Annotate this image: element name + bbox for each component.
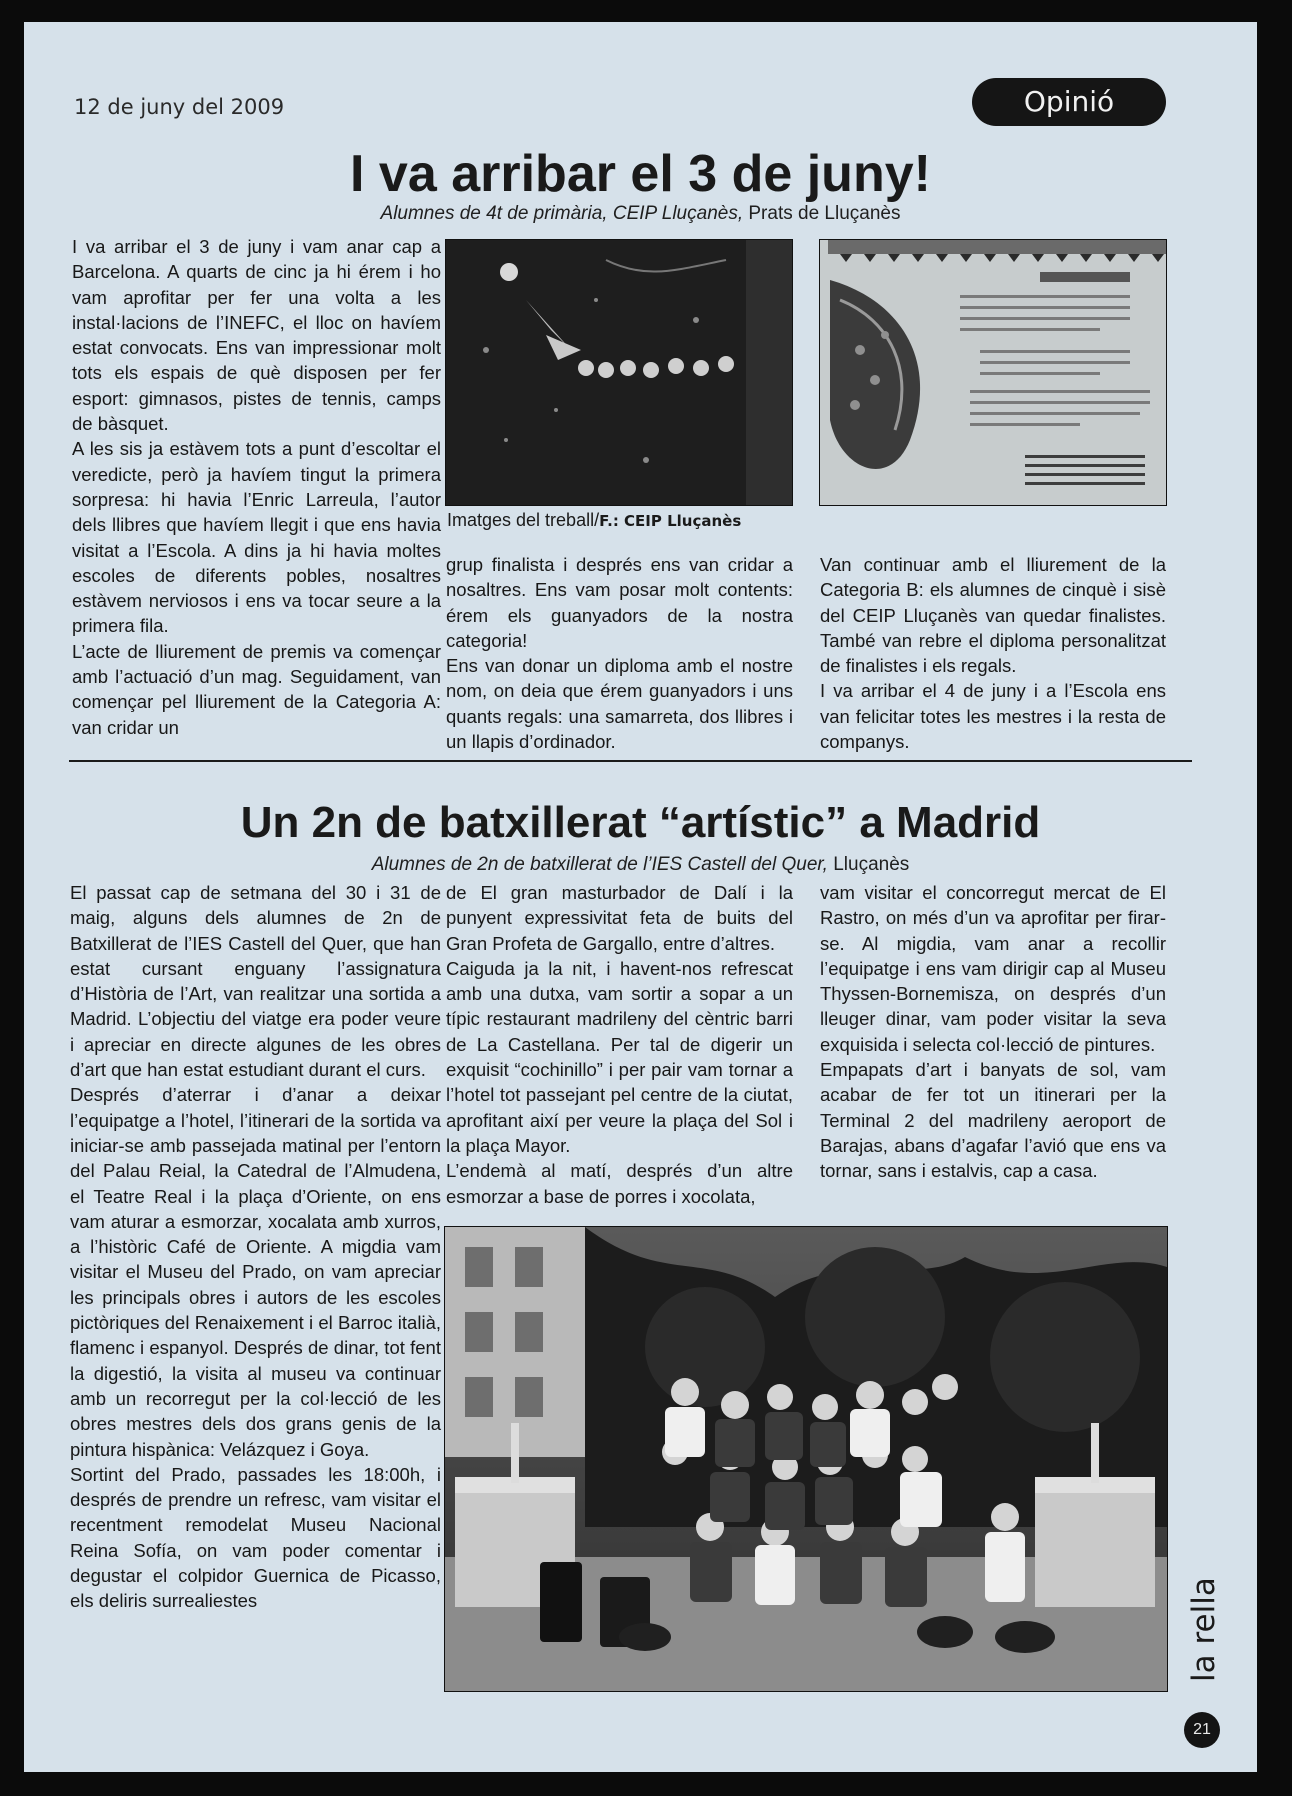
article2-title: Un 2n de batxillerat “artístic” a Madrid bbox=[240, 798, 1041, 847]
article2-column-3 bbox=[820, 880, 1166, 1184]
paragraph: Caiguda ja la nit, i havent-nos refrescat amb una dutxa, vam sortir a sopar a un típic restaurant madrileny del cèntric barri de La Castellana. Per tal de digerir un exquisit “cochinillo” i per pair vam tornar a l’hotel tot passejant pel centre de la ciutat, aprofitant així per veure la plaça del Sol i la plaça Mayor. bbox=[446, 957, 793, 1156]
paragraph: de El gran masturbador de Dalí i la punyent expressivitat feta de buits del Gran Profeta de Gargallo, entre d’altres. bbox=[446, 882, 793, 954]
paragraph: I va arribar el 4 de juny i a l’Escola ens van felicitar totes les mestres i la resta de companys. bbox=[820, 680, 1166, 753]
article1-byline-authors: Alumnes de 4t de primària, CEIP Lluçanès, bbox=[380, 203, 744, 224]
publication-name: la rella bbox=[1186, 1577, 1222, 1682]
paragraph: Van continuar amb el lliurement de la Categoria B: els alumnes de cinquè i sisè del CEIP Lluçanès van quedar finalistes. També van rebre el diploma personalitzat de finalistes i els regals. bbox=[820, 554, 1166, 677]
artwork-photo-left bbox=[445, 239, 793, 506]
artwork-photo-right-image bbox=[820, 240, 1166, 505]
newspaper-page bbox=[24, 22, 1257, 1772]
section-badge: Opinió bbox=[972, 78, 1166, 126]
page-number: 21 bbox=[1184, 1712, 1220, 1748]
article1-title: I va arribar el 3 de juny! bbox=[350, 145, 931, 203]
paragraph: L’acte de lliurement de premis va començar amb l’actuació d’un mag. Seguidament, van començar pel lliurement de la Categoria A: van cridar un bbox=[72, 640, 441, 738]
article2-byline-place: Lluçanès bbox=[827, 854, 910, 875]
paragraph: L’endemà al matí, després d’un altre esmorzar a base de porres i xocolata, bbox=[446, 1160, 793, 1207]
paragraph: El passat cap de setmana del 30 i 31 de maig, alguns dels alumnes de 2n de Batxillerat de l’IES Castell del Quer, que han estat cursant enguany l’assignatura d’Història de l’Art, van realitzar una sortida a Madrid. L’objectiu del viatge era poder veure i apreciar en directe algunes de les obres d’art que han estat estudiant durant el curs. bbox=[70, 882, 441, 1081]
paragraph: A les sis ja estàvem tots a punt d’escoltar el veredicte, però ja havíem tingut la primera sorpresa: hi havia l’Enric Larreula, l’autor dels llibres que havíem llegit i que ens havia visitat a l’Escola. A dins ja hi havia moltes escoles de diferents pobles, nosaltres estàvem nerviosos i ens va tocar seure a la primera fila. bbox=[72, 438, 441, 637]
article2-column-1 bbox=[70, 880, 441, 1614]
group-photo bbox=[444, 1226, 1168, 1692]
artwork-photo-left-image bbox=[446, 240, 792, 505]
article1-byline bbox=[24, 203, 1257, 225]
article1-byline-place: Prats de Lluçanès bbox=[743, 203, 901, 224]
artwork-photo-right bbox=[819, 239, 1167, 506]
paragraph: vam visitar el concorregut mercat de El Rastro, on més d’un va aprofitar per firar-se. Al migdia, vam anar a recollir l’equipatge i ens vam dirigir cap al Museu Thyssen-Bornemisza, on després d’un lleuger dinar, vam poder visitar la seva exquisida i selecta col·lecció de pintures. bbox=[820, 882, 1166, 1055]
paragraph: I va arribar el 3 de juny i vam anar cap a Barcelona. A quarts de cinc ja hi érem i ho vam aprofitar per fer una volta a les instal·lacions de l’INEFC, el lloc on havíem estat convocats. Ens van impressionar molt tots els espais de què disposen per fer esport: gimnasos, pistes de tennis, camps de bàsquet. bbox=[72, 236, 441, 435]
article2-byline bbox=[24, 854, 1257, 876]
article1-column-1 bbox=[72, 234, 441, 740]
article2-column-2 bbox=[446, 880, 793, 1209]
group-photo-image bbox=[445, 1227, 1167, 1691]
article1-column-2 bbox=[446, 552, 793, 754]
paragraph: grup finalista i després ens van cridar a nosaltres. Ens vam posar molt contents: érem els guanyadors de la nostra categoria! bbox=[446, 554, 793, 651]
issue-date: 12 de juny del 2009 bbox=[74, 95, 285, 119]
paragraph: Empapats d’art i banyats de sol, vam acabar de fer tot un itinerari per la Terminal 2 del madrileny aeroport de Barajas, abans d’agafar l’avió que ens va tornar, sans i estalvis, cap a casa. bbox=[820, 1059, 1166, 1182]
photo-caption-text: Imatges del treball/ bbox=[447, 510, 600, 530]
paragraph: Sortint del Prado, passades les 18:00h, i després de prendre un refresc, vam visitar el recentment remodelat Museu Nacional Reina Sofía, on vam poder comentar i degustar el colpidor Guernica de Picasso, els deliris surrealiestes bbox=[70, 1463, 441, 1612]
photo-caption-credit: F.: CEIP Lluçanès bbox=[599, 512, 742, 530]
paragraph: Ens van donar un diploma amb el nostre nom, on deia que érem guanyadors i uns quants regals: una samarreta, dos llibres i un llapis d’ordinador. bbox=[446, 655, 793, 753]
article-divider bbox=[69, 760, 1192, 762]
paragraph: Després d’aterrar i d’anar a deixar l’equipatge a l’hotel, l’itinerari de la sortida va iniciar-se amb passejada matinal per l’entorn del Palau Reial, la Catedral de l’Almudena, el Teatre Real i la plaça d’Oriente, on ens vam aturar a esmorzar, xocalata amb xurros, a l’històric Café de Oriente. A migdia vam visitar el Museu del Prado, on vam apreciar les principals obres i autors de les escoles pictòriques del Renaixement i el Barroc italià, flamenc i espanyol. Després de dinar, tot fent la digestió, la visita al museu va continuar amb un recorregut per la col·lecció de les obres mestres dels dos grans genis de la pintura hispànica: Velázquez i Goya. bbox=[70, 1084, 441, 1460]
photo-caption bbox=[447, 510, 741, 531]
article1-column-3 bbox=[820, 552, 1166, 754]
article2-byline-authors: Alumnes de 2n de batxillerat de l’IES Castell del Quer, bbox=[371, 854, 828, 875]
